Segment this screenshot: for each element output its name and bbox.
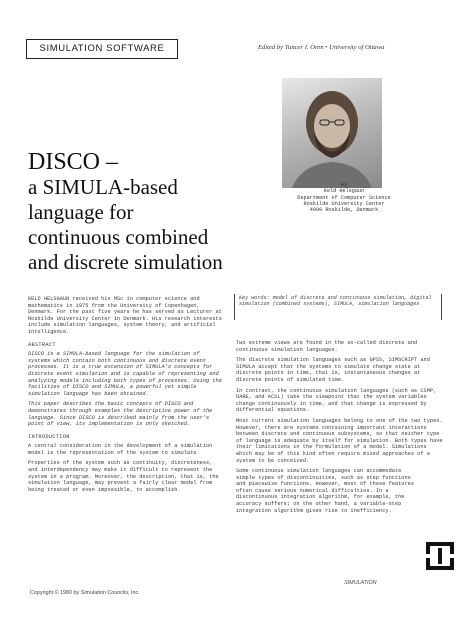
article-title [28, 150, 248, 275]
left-column [28, 296, 223, 497]
author-affiliation-3: 4000 Roskilde, Denmark [309, 207, 379, 214]
abstract-paragraph: This paper describes the basic concepts of DISCO and demonstrates through examples the descriptive power of the language. Since DISCO is described mainly from the user's point of view, its implementation is only sketched. [28, 401, 213, 428]
body-paragraph: Most current simulation languages belong to one of the two types. However, there are systems containing important interactions between discrete and continuous subsystems, so that neither type of language is adequate by itself for simulation. Both types have their limitations in the formulation of a model. Simulations which may be of this kind often require mixed approaches of a system to be conceived. [236, 417, 443, 464]
author-name: Keld Helsgaun [323, 188, 365, 195]
journal-logo [425, 541, 455, 571]
body-paragraph: A central consideration in the development of a simulation model is the representation of the system to simulate. [28, 443, 213, 456]
title-line: a SIMULA-based [28, 175, 178, 199]
copyright-notice: Copyright © 1980 by Simulation Councils, Inc. [30, 590, 140, 596]
editor-credit: Edited by Tuncer I. Ören • University of Ottawa [258, 44, 385, 51]
author-portrait [282, 78, 382, 188]
body-paragraph: Some continuous simulation languages can accommodate simple types of discontinuities, such as step functions and piecewise functions. However, most of these features often cause serious numerical difficulties. In a discontinuous integration algorithm, for example, the accuracy suffers; on the other hand, a variable-step integration algorithm gives rise to inefficiency. [236, 468, 415, 514]
author-by: By [340, 182, 348, 188]
journal-name: SIMULATION [344, 580, 377, 586]
journal-logo-icon [425, 541, 455, 571]
body-paragraph: Properties of the system such as continuity, discreteness, and interdependency may make it difficult to represent the system in a program. Moreover, the description, that is, the simulation language, may prevent a fairly clear model from being treated or even impossible, to accomplish. [28, 460, 219, 493]
body-paragraph: Two extreme views are found in the so-called discrete and continuous simulation languages. [236, 340, 418, 353]
title-line: and discrete simulation [28, 250, 223, 274]
body-paragraph: In contrast, the continuous simulation languages (such as CSMP, DARE, and ACSL) take the viewpoint that the system variables change continuously in time, and that change is expressed by differential equations. [236, 387, 437, 414]
introduction-heading: INTRODUCTION [28, 433, 70, 440]
section-label: SIMULATION SOFTWARE [26, 39, 178, 59]
title-line: DISCO – [28, 149, 119, 175]
abstract-paragraph: DISCO is a SIMULA-based language for the simulation of systems which contain both continuous and discrete event processes. It is a true extension of SIMULA's concepts for discrete event simulation and is capable of representing and analyzing models including both types of processes. Using the facilities of DISCO and SIMULA, a powerful yet simple simulation language has been obtained. [28, 351, 222, 397]
author-bio: KELD HELSGAUN received his MSc in computer science and mathematics in 1975 from the University of Copenhagen, Denmark. For the past five years he has served as Lecturer at Roskilde University Center in Denmark. His research interests include simulation languages, system theory, and artificial intelligence. [28, 296, 222, 335]
right-column [236, 340, 444, 518]
title-line: language for [28, 200, 134, 224]
author-block [284, 182, 404, 213]
author-affiliation-1: Department of Computer Science [297, 194, 391, 201]
key-words-box: Key words: model of discrete and continuous simulation, digital simulation (combined systems), SIMULA, simulation languages [234, 294, 442, 320]
author-affiliation-2: Roskilde University Center [303, 200, 385, 207]
abstract-heading: ABSTRACT [28, 341, 56, 348]
body-paragraph: The discrete simulation languages such as GPSS, SIMSCRIPT and SIMULA accept that the systems to simulate change state at discrete points in time, that is, instantaneous changes at discrete points of simulated time. [236, 357, 430, 383]
title-line: continuous combined [28, 225, 209, 249]
portrait-icon [282, 78, 382, 188]
